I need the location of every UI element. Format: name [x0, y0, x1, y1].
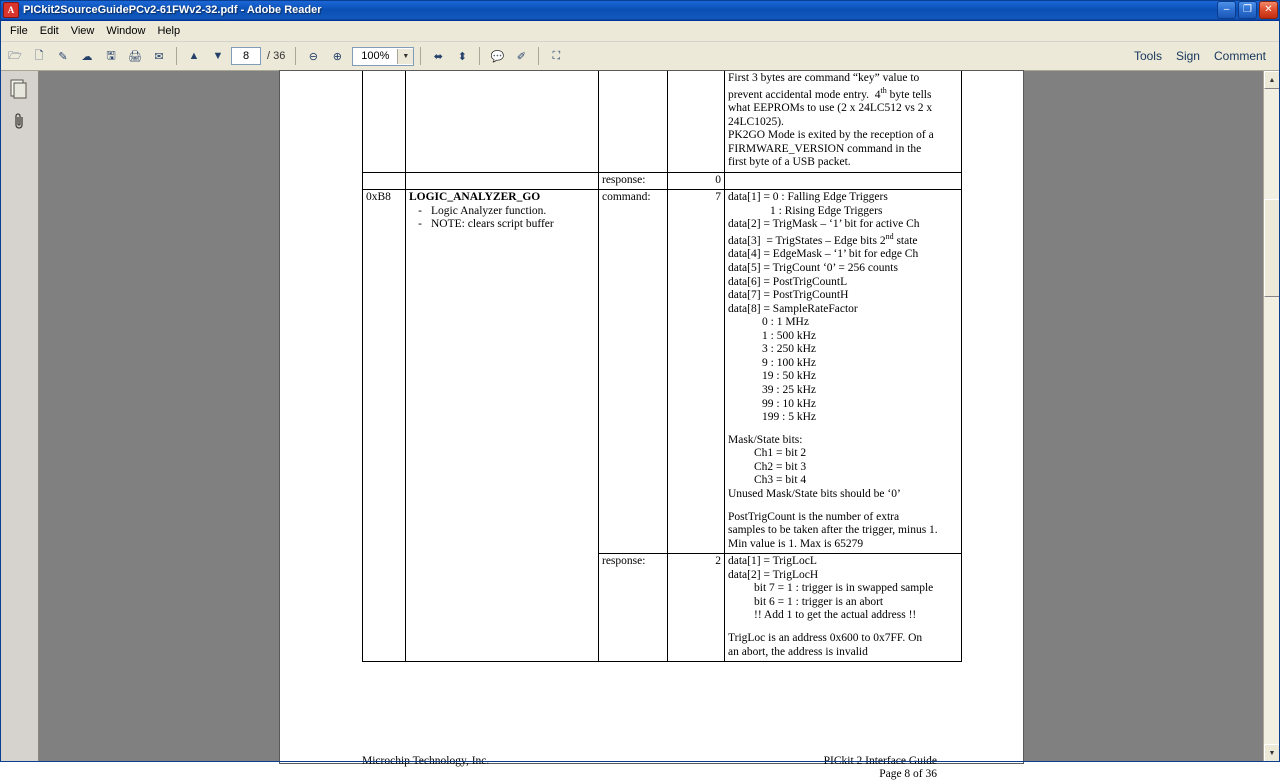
page-total-label: / 36 [267, 50, 286, 62]
desc-line: data[4] = EdgeMask – ‘1’ bit for edge Ch [728, 248, 919, 261]
command-note-text: Logic Analyzer function. [431, 204, 547, 217]
cell-direction: response: [599, 172, 668, 190]
desc-line: bit 7 = 1 : trigger is in swapped sample [754, 582, 934, 595]
desc-line: PK2GO Mode is exited by the reception of a [728, 129, 934, 142]
close-button[interactable]: ✕ [1259, 1, 1278, 19]
cell-direction: response: [599, 554, 668, 662]
sign-button[interactable]: Sign [1175, 49, 1200, 63]
command-reference-table [362, 71, 962, 662]
desc-line: 199 : 5 kHz [762, 411, 816, 424]
document-scroll-area[interactable] [39, 71, 1280, 780]
menu-item-help[interactable]: Help [157, 25, 181, 37]
desc-line: 24LC1025). [728, 115, 784, 128]
command-note [409, 218, 595, 232]
page-number-input[interactable] [231, 47, 261, 65]
cell-name [406, 71, 599, 172]
comment-icon[interactable]: 💬 [490, 50, 505, 63]
desc-line: Ch2 = bit 3 [754, 460, 807, 473]
window-controls [1217, 1, 1278, 19]
footer-right [824, 755, 937, 780]
work-area [0, 71, 1280, 780]
pdf-page [280, 71, 1023, 780]
spacer [728, 623, 958, 632]
zoom-out-icon[interactable]: ⊖ [308, 50, 318, 63]
desc-line: data[1] = TrigLocL [728, 555, 817, 568]
email-icon[interactable]: ✉ [154, 50, 164, 63]
desc-line: data[8] = SampleRateFactor [728, 302, 858, 315]
toolbar-right-group [1134, 49, 1276, 63]
table-row [363, 71, 962, 172]
cell-address [363, 71, 406, 172]
zoom-level-value: 100% [361, 50, 390, 62]
command-note [409, 205, 595, 219]
menu-bar [0, 21, 1280, 42]
paperclip-icon[interactable] [7, 109, 31, 133]
desc-line: an abort, the address is invalid [728, 645, 868, 658]
desc-line: data[2] = TrigLocH [728, 568, 819, 581]
scroll-up-icon[interactable]: ▲ [1264, 71, 1280, 89]
command-note-text: NOTE: clears script buffer [431, 218, 554, 231]
spacer [728, 502, 958, 511]
desc-line: Ch1 = bit 2 [754, 447, 807, 460]
desc-line: Mask/State bits: [728, 433, 803, 446]
vertical-scrollbar[interactable] [1263, 71, 1280, 762]
desc-line: TrigLoc is an address 0x600 to 0x7FF. On [728, 632, 923, 645]
page-thumbnails-icon[interactable] [7, 77, 31, 101]
spacer [728, 425, 958, 434]
footer-doc-title: PICkit 2 Interface Guide [823, 755, 937, 767]
zoom-in-icon[interactable]: ⊕ [332, 50, 342, 63]
snapshot-icon[interactable]: ⛶ [552, 49, 561, 62]
cell-address [363, 172, 406, 190]
menu-item-edit[interactable]: Edit [39, 25, 59, 37]
sign-document-icon[interactable]: ✎ [58, 50, 68, 63]
desc-line: Ch3 = bit 4 [754, 474, 807, 487]
desc-line: 3 : 250 kHz [762, 343, 816, 356]
menu-item-window[interactable]: Window [106, 25, 146, 37]
desc-line: data[5] = TrigCount ‘0’ = 256 counts [728, 261, 898, 274]
desc-line: bit 6 = 1 : trigger is an abort [754, 595, 884, 608]
desc-line: 39 : 25 kHz [762, 384, 816, 397]
minimize-button[interactable]: – [1217, 1, 1236, 19]
toolbar [0, 42, 1280, 71]
cell-name [406, 172, 599, 190]
desc-line: data[1] = 0 : Falling Edge Triggers [728, 191, 888, 204]
desc-line: data[7] = PostTrigCountH [728, 289, 849, 302]
comment-button[interactable]: Comment [1213, 49, 1266, 63]
dash-bullet: - [418, 218, 422, 231]
desc-line: 1 : 500 kHz [762, 329, 816, 342]
tools-button[interactable]: Tools [1133, 49, 1162, 63]
create-pdf-icon[interactable]: 🗋 [34, 49, 44, 62]
page-footer [362, 755, 937, 780]
desc-line: 0 : 1 MHz [762, 316, 809, 329]
desc-line: PostTrigCount is the number of extra [728, 510, 900, 523]
save-icon[interactable]: 🖫 [106, 49, 116, 62]
cell-address [363, 554, 406, 662]
navigation-rail [0, 71, 39, 762]
cell-direction [599, 71, 668, 172]
next-page-icon[interactable]: ▼ [212, 50, 224, 62]
zoom-level-select[interactable] [352, 47, 414, 66]
command-name: LOGIC_ANALYZER_GO [409, 191, 541, 204]
cell-description [725, 172, 962, 190]
desc-line: !! Add 1 to get the actual address !! [754, 609, 917, 622]
desc-line: samples to be taken after the trigger, minus 1. [728, 524, 938, 537]
cell-length [668, 71, 725, 172]
menu-item-view[interactable]: View [70, 25, 95, 37]
cell-description [725, 554, 962, 662]
chevron-down-icon[interactable]: ▼ [397, 49, 413, 64]
desc-line: first byte of a USB packet. [728, 156, 851, 169]
cell-description [725, 71, 962, 172]
table-row [363, 172, 962, 190]
desc-line: First 3 bytes are command “key” value to [728, 72, 920, 84]
desc-line: what EEPROMs to use (2 x 24LC512 vs 2 x [728, 101, 933, 114]
table-row [363, 190, 962, 554]
toolbar-separator-2 [295, 47, 296, 65]
desc-line: data[6] = PostTrigCountL [728, 275, 848, 288]
cell-name [406, 554, 599, 662]
desc-line: 19 : 50 kHz [762, 370, 816, 383]
open-file-icon[interactable]: 🗁 [8, 49, 22, 62]
cell-length: 7 [668, 190, 725, 554]
scrollbar-track[interactable] [1264, 89, 1280, 744]
title-bar [0, 0, 1280, 21]
desc-line: Min value is 1. Max is 65279 [728, 537, 864, 550]
dash-bullet: - [418, 204, 422, 217]
desc-line: 99 : 10 kHz [762, 397, 816, 410]
footer-page-number: Page 8 of 36 [879, 768, 937, 780]
desc-line: Unused Mask/State bits should be ‘0’ [728, 487, 901, 500]
toolbar-separator-5 [538, 47, 539, 65]
desc-line: FIRMWARE_VERSION command in the [728, 142, 922, 155]
fit-page-icon[interactable]: ⬍ [457, 50, 467, 63]
toolbar-separator-4 [479, 47, 480, 65]
pdf-icon: A [3, 2, 19, 18]
toolbar-separator-1 [176, 47, 177, 65]
footer-company: Microchip Technology, Inc. [362, 755, 490, 767]
fit-width-icon[interactable]: ⬌ [433, 50, 443, 63]
toolbar-separator-3 [420, 47, 421, 65]
cell-description [725, 190, 962, 554]
menu-item-file[interactable]: File [10, 25, 28, 37]
cell-address: 0xB8 [363, 190, 406, 554]
upload-cloud-icon[interactable]: ☁ [81, 50, 93, 63]
scrollbar-thumb[interactable] [1264, 199, 1280, 297]
cell-length: 0 [668, 172, 725, 190]
cell-direction: command: [599, 190, 668, 554]
table-row [363, 554, 962, 662]
window-title: PICkit2SourceGuidePCv2-61FWv2-32.pdf - Adobe Reader [23, 4, 322, 16]
cell-length: 2 [668, 554, 725, 662]
maximize-button[interactable]: ❐ [1238, 1, 1257, 19]
print-icon[interactable]: 🖨 [128, 50, 142, 63]
scroll-down-icon[interactable]: ▼ [1264, 744, 1280, 762]
desc-line: 1 : Rising Edge Triggers [770, 204, 883, 217]
previous-page-icon[interactable]: ▲ [188, 50, 200, 62]
desc-line: data[2] = TrigMask – ‘1’ bit for active Ch [728, 218, 920, 231]
desc-line: prevent accidental mode entry. 4th byte tells [728, 85, 932, 101]
cell-name [406, 190, 599, 554]
pdf-page-content [280, 71, 1023, 780]
desc-line: data[3] = TrigStates – Edge bits 2nd state [728, 232, 918, 247]
desc-line: 9 : 100 kHz [762, 356, 816, 369]
highlight-icon[interactable]: ✐ [516, 50, 526, 63]
